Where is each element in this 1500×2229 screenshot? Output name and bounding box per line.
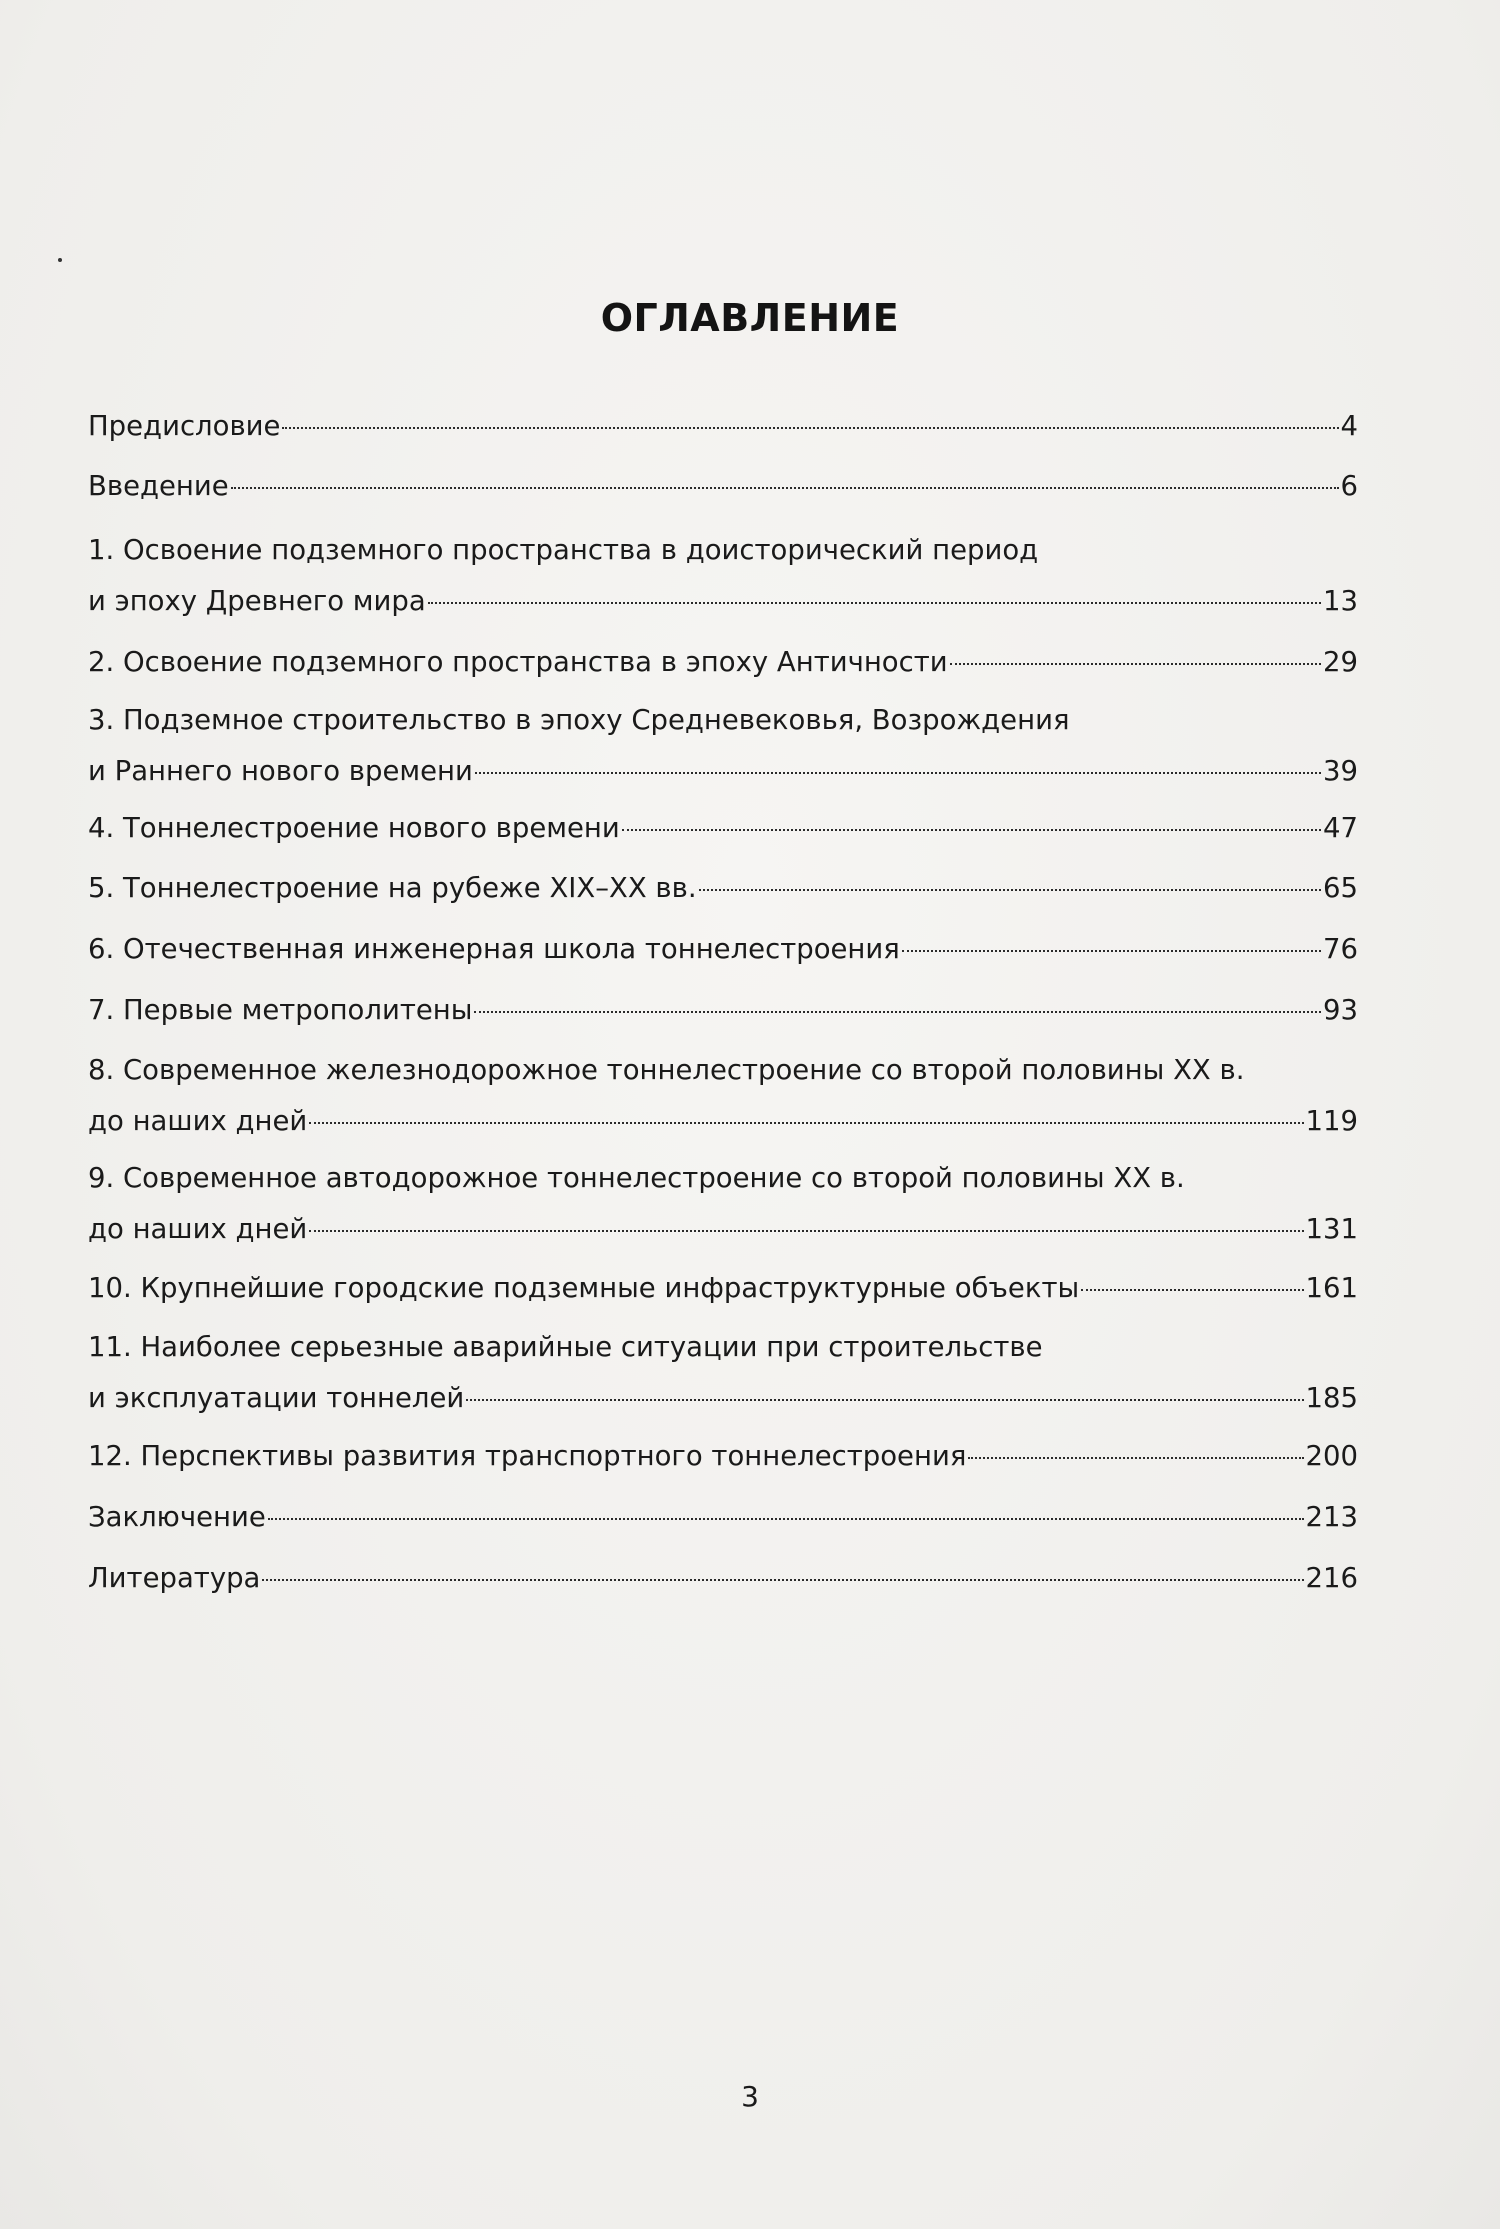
- toc-entry-page: 216: [1305, 1562, 1358, 1594]
- toc-entry[interactable]: [88, 812, 1358, 844]
- toc-entry-title-line1: 3. Подземное строительство в эпоху Средневековья, Возрождения: [88, 704, 1070, 736]
- toc-entry-title: 2. Освоение подземного пространства в эпоху Античности: [88, 646, 948, 678]
- toc-entry-title: 12. Перспективы развития транспортного тоннелестроения: [88, 1440, 967, 1472]
- toc-entry[interactable]: [88, 534, 1358, 617]
- toc-entry-page: 4: [1340, 410, 1358, 442]
- dot-leader: [902, 950, 1321, 952]
- toc-entry[interactable]: [88, 1162, 1358, 1245]
- toc-entry-title: Введение: [88, 470, 229, 502]
- toc-entry-page: 119: [1305, 1105, 1358, 1137]
- dot-leader: [282, 427, 1338, 429]
- toc-entry[interactable]: [88, 1562, 1358, 1594]
- toc-entry[interactable]: [88, 410, 1358, 442]
- dot-leader: [475, 772, 1321, 774]
- dot-leader: [231, 487, 1339, 489]
- dot-leader: [950, 663, 1321, 665]
- toc-entry-page: 200: [1305, 1440, 1358, 1472]
- dot-leader: [622, 829, 1321, 831]
- toc-entry[interactable]: [88, 994, 1358, 1026]
- toc-entry-title-line1: 11. Наиболее серьезные аварийные ситуации при строительстве: [88, 1331, 1043, 1363]
- toc-entry-title: Литература: [88, 1562, 261, 1594]
- toc-entry-title: Заключение: [88, 1501, 266, 1533]
- toc-entry-title: 7. Первые метрополитены: [88, 994, 473, 1026]
- page-title: ОГЛАВЛЕНИЕ: [600, 296, 900, 340]
- dot-leader: [1081, 1289, 1303, 1291]
- dot-leader: [262, 1579, 1303, 1581]
- toc-entry[interactable]: [88, 1501, 1358, 1533]
- toc-entry-title: 5. Тоннелестроение на рубеже XIX–XX вв.: [88, 872, 697, 904]
- dot-leader: [309, 1122, 1303, 1124]
- toc-entry-page: 65: [1323, 872, 1358, 904]
- toc-entry-title: до наших дней: [88, 1105, 308, 1137]
- dot-leader: [309, 1230, 1303, 1232]
- toc-entry[interactable]: [88, 1054, 1358, 1137]
- toc-entry-page: 161: [1305, 1272, 1358, 1304]
- toc-entry-title-line1: 1. Освоение подземного пространства в доисторический период: [88, 534, 1039, 566]
- toc-entry-title-line1: 8. Современное железнодорожное тоннелестроение со второй половины XX в.: [88, 1054, 1245, 1086]
- toc-entry-page: 76: [1323, 933, 1358, 965]
- toc-entry-page: 13: [1323, 585, 1358, 617]
- print-speck: [58, 258, 62, 262]
- dot-leader: [428, 602, 1321, 604]
- dot-leader: [466, 1399, 1303, 1401]
- toc-entry-page: 29: [1323, 646, 1358, 678]
- toc-entry-title: 6. Отечественная инженерная школа тоннелестроения: [88, 933, 900, 965]
- toc-entry-title: и эпоху Древнего мира: [88, 585, 426, 617]
- dot-leader: [474, 1011, 1321, 1013]
- toc-entry[interactable]: [88, 1440, 1358, 1472]
- toc-entry-title: до наших дней: [88, 1213, 308, 1245]
- toc-entry[interactable]: [88, 470, 1358, 502]
- toc-entry[interactable]: [88, 646, 1358, 678]
- toc-entry[interactable]: [88, 872, 1358, 904]
- toc-entry-page: 213: [1305, 1501, 1358, 1533]
- toc-entry-title: 4. Тоннелестроение нового времени: [88, 812, 620, 844]
- toc-entry[interactable]: [88, 704, 1358, 787]
- toc-entry-title-line1: 9. Современное автодорожное тоннелестроение со второй половины XX в.: [88, 1162, 1185, 1194]
- toc-entry-title: Предисловие: [88, 410, 281, 442]
- dot-leader: [968, 1457, 1303, 1459]
- toc-entry-title: и эксплуатации тоннелей: [88, 1382, 465, 1414]
- page-number: 3: [741, 2080, 759, 2113]
- toc-entry-page: 93: [1323, 994, 1358, 1026]
- toc-entry-page: 47: [1323, 812, 1358, 844]
- toc-entry[interactable]: [88, 1272, 1358, 1304]
- toc-entry-page: 131: [1305, 1213, 1358, 1245]
- toc-entry[interactable]: [88, 933, 1358, 965]
- toc-entry-page: 6: [1340, 470, 1358, 502]
- dot-leader: [699, 889, 1321, 891]
- toc-entry-title: и Раннего нового времени: [88, 755, 473, 787]
- toc-entry-title: 10. Крупнейшие городские подземные инфраструктурные объекты: [88, 1272, 1080, 1304]
- toc-entry[interactable]: [88, 1331, 1358, 1414]
- toc-entry-page: 185: [1305, 1382, 1358, 1414]
- toc-entry-page: 39: [1323, 755, 1358, 787]
- dot-leader: [268, 1518, 1304, 1520]
